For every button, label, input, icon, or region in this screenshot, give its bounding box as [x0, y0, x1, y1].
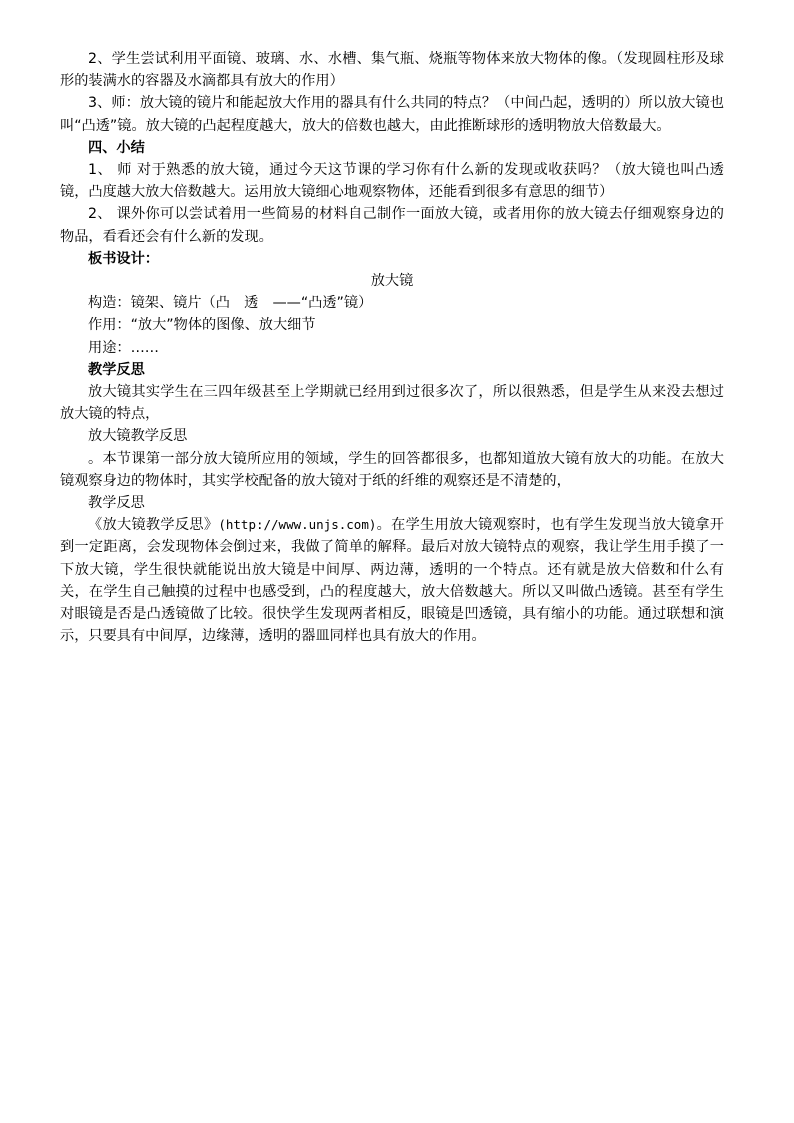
board-line-structure: 构造：镜架、镜片（凸 透 ——“凸透”镜）: [88, 295, 373, 312]
paragraph-reflection-1: 放大镜其实学生在三四年级甚至上学期就已经用到过很多次了，所以很熟悉，但是学生从来没去想过放大镜的特点，: [60, 384, 724, 423]
document-page: [60, 48, 724, 647]
board-line-usage: 用途：……: [88, 339, 159, 356]
heading-teaching-reflection: 教学反思: [88, 361, 145, 378]
paragraph-reflection-3: [60, 514, 724, 647]
paragraph-summary-2: 2、 课外你可以尝试着用一些简易的材料自己制作一面放大镜，或者用你的放大镜去仔细观察身边的物品，看看还会有什么新的发现。: [60, 206, 724, 245]
board-title: 放大镜: [370, 273, 414, 290]
board-line-function: 作用：“放大”物体的图像、放大细节: [88, 317, 316, 334]
paragraph-reflection-title: 放大镜教学反思: [88, 428, 188, 445]
reflection-url: (http://www.unjs.com): [218, 517, 377, 533]
reflection-body: 。在学生用放大镜观察时，也有学生发现当放大镜拿开到一定距离，会发现物体会倒过来，我做了简单的解释。最后对放大镜特点的观察，我让学生用手摸了一下放大镜，学生很快就能说出放大镜是中间厚、两边薄，透明的一个特点。还有就是放大倍数和什么有关，在学生自己触摸的过程中也感受到，凸的程度越大，放大倍数越大。所以又叫做凸透镜。甚至有学生对眼镜是否是凸透镜做了比较。很快学生发现两者相反，眼镜是凹透镜，具有缩小的功能。通过联想和演示，只要具有中间厚，边缘薄，透明的器皿同样也具有放大的作用。: [60, 517, 724, 645]
reflection-book-title: 《放大镜教学反思》: [88, 517, 219, 534]
paragraph-reflection-label: 教学反思: [88, 495, 145, 512]
heading-board-design: 板书设计：: [88, 250, 159, 267]
paragraph-step-3: 3、师：放大镜的镜片和能起放大作用的器具有什么共同的特点？（中间凸起，透明的）所以放大镜也叫“凸透”镜。放大镜的凸起程度越大，放大的倍数也越大，由此推断球形的透明物放大倍数最大。: [60, 95, 724, 134]
paragraph-step-2: 2、学生尝试利用平面镜、玻璃、水、水槽、集气瓶、烧瓶等物体来放大物体的像。（发现圆柱形及球形的装满水的容器及水滴都具有放大的作用）: [60, 51, 724, 90]
heading-summary: 四、小结: [88, 139, 145, 156]
paragraph-summary-1: 1、 师 对于熟悉的放大镜，通过今天这节课的学习你有什么新的发现或收获吗？（放大镜也叫凸透镜，凸度越大放大倍数越大。运用放大镜细心地观察物体，还能看到很多有意思的细节）: [60, 162, 724, 201]
paragraph-reflection-2: 。本节课第一部分放大镜所应用的领域，学生的回答都很多，也都知道放大镜有放大的功能。在放大镜观察身边的物体时，其实学校配备的放大镜对于纸的纤维的观察还是不清楚的，: [60, 450, 724, 489]
